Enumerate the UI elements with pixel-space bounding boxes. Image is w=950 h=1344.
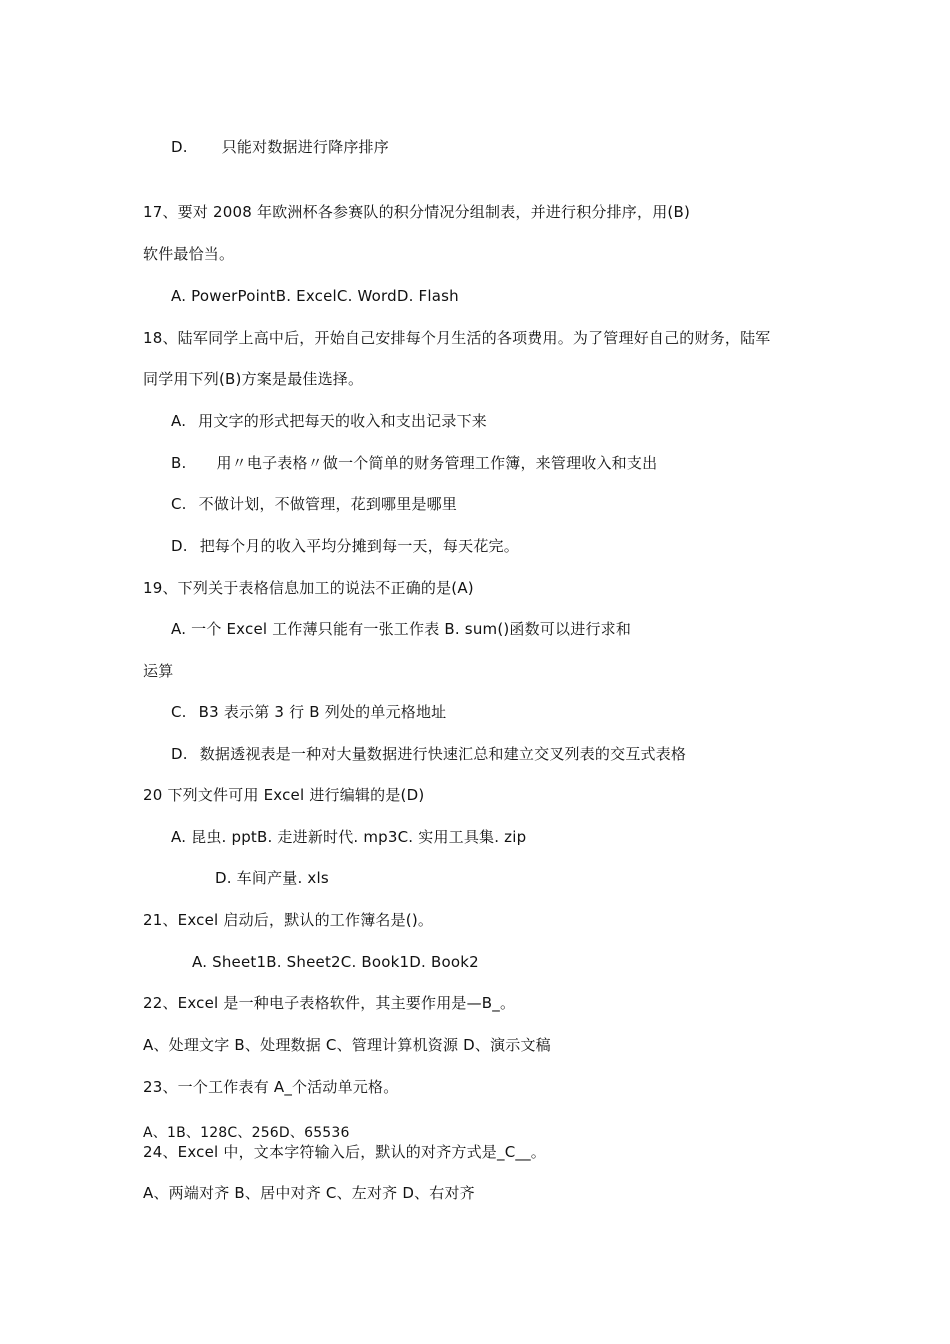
q18-option-a — [171, 411, 487, 431]
option-text: 不做计划，不做管理，花到哪里是哪里 — [198, 495, 458, 513]
q16-option-d — [171, 137, 389, 157]
option-label: D. — [171, 745, 188, 763]
q18-stem-line2: 同学用下列(B)方案是最佳选择。 — [143, 370, 364, 388]
q18-option-b — [171, 453, 657, 473]
option-text: 数据透视表是一种对大量数据进行快速汇总和建立交叉列表的交互式表格 — [199, 745, 687, 763]
q22-options: A、处理文字 B、处理数据 C、管理计算机资源 D、演示文稿 — [143, 1036, 551, 1054]
q18-option-c — [171, 494, 457, 514]
q21-options: A. Sheet1B. Sheet2C. Book1D. Book2 — [192, 953, 479, 971]
q22-stem: 22、Excel 是一种电子表格软件，其主要作用是—B_。 — [143, 994, 516, 1012]
q24-options: A、两端对齐 B、居中对齐 C、左对齐 D、右对齐 — [143, 1184, 475, 1202]
q19-options-ab: A. 一个 Excel 工作薄只能有一张工作表 B. sum()函数可以进行求和 — [171, 620, 632, 638]
q20-option-d: D. 车间产量. xls — [215, 869, 329, 887]
option-text: 只能对数据进行降序排序 — [221, 138, 389, 156]
q23-stem: 23、一个工作表有 A_个活动单元格。 — [143, 1078, 399, 1096]
q18-option-d — [171, 536, 519, 556]
q19-option-b-tail: 运算 — [143, 662, 174, 680]
q19-option-c — [171, 702, 446, 722]
q17-options: A. PowerPointB. ExcelC. WordD. Flash — [171, 287, 459, 305]
option-label: D. — [171, 537, 188, 555]
option-label: C. — [171, 703, 187, 721]
q17-stem-line2: 软件最恰当。 — [143, 245, 235, 263]
option-label: C. — [171, 495, 187, 513]
q19-option-d — [171, 744, 686, 764]
option-text: 用〃电子表格〃做一个简单的财务管理工作簿，来管理收入和支出 — [216, 454, 658, 472]
option-label: D. — [171, 138, 188, 156]
q23-options: A、1B、128C、256D、65536 — [143, 1125, 350, 1141]
q20-options-abc: A. 昆虫. pptB. 走进新时代. mp3C. 实用工具集. zip — [171, 828, 527, 846]
q20-stem: 20 下列文件可用 Excel 进行编辑的是(D) — [143, 786, 425, 804]
option-text: 把每个月的收入平均分摊到每一天，每天花完。 — [199, 537, 519, 555]
q17-stem-line1: 17、要对 2008 年欧洲杯各参赛队的积分情况分组制表，并进行积分排序，用(B) — [143, 203, 690, 221]
q21-stem: 21、Excel 启动后，默认的工作簿名是()。 — [143, 911, 434, 929]
option-label: B. — [171, 454, 187, 472]
q24-stem: 24、Excel 中，文本字符输入后，默认的对齐方式是_C__。 — [143, 1143, 546, 1161]
option-text: B3 表示第 3 行 B 列处的单元格地址 — [198, 703, 447, 721]
option-label: A. — [171, 412, 187, 430]
option-text: 用文字的形式把每天的收入和支出记录下来 — [198, 412, 487, 430]
q18-stem-line1: 18、陆军同学上高中后，开始自己安排每个月生活的各项费用。为了管理好自己的财务，陆军 — [143, 329, 771, 347]
q19-stem: 19、下列关于表格信息加工的说法不正确的是(A) — [143, 579, 474, 597]
